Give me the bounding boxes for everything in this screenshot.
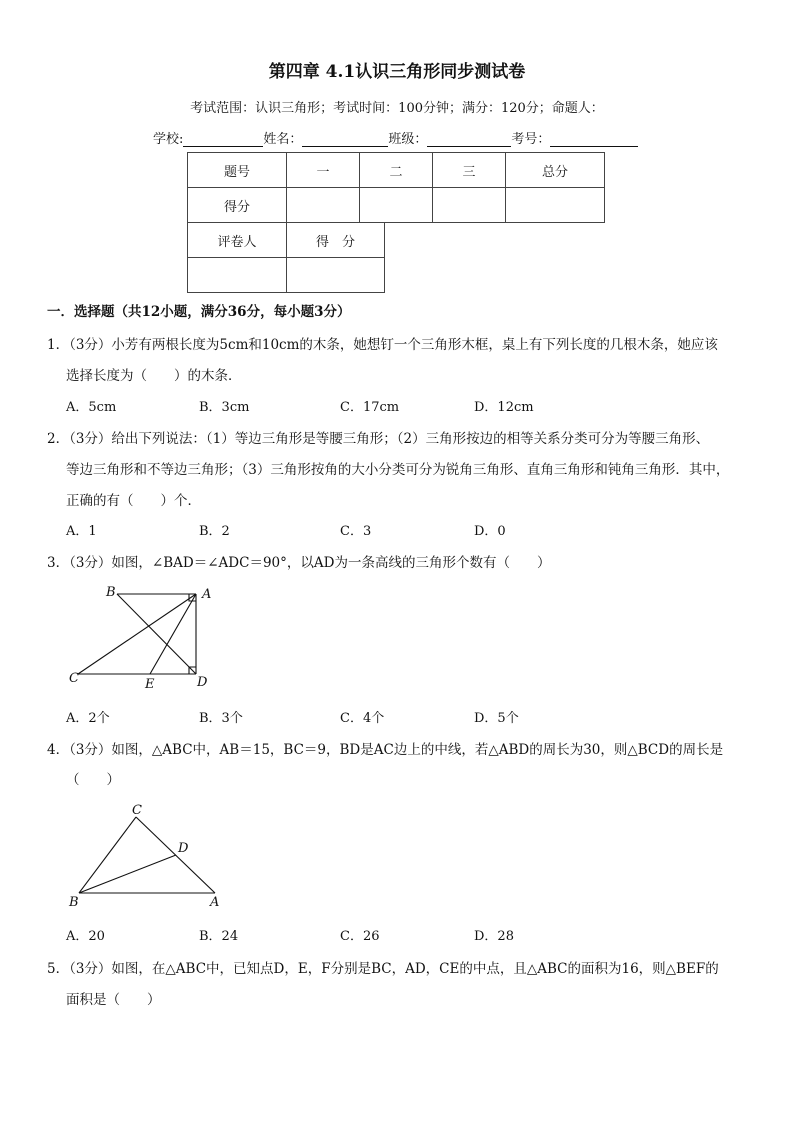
exam-info: 考试范围：认识三角形；考试时间：100分钟；满分：120分；命题人： <box>190 101 604 116</box>
q1-option-c[interactable]: C．17cm <box>340 400 400 415</box>
class-field[interactable] <box>427 132 511 147</box>
score-header-cell: 一 <box>287 153 360 188</box>
section-heading: 一．选择题（共12小题，满分36分，每小题3分） <box>47 304 351 320</box>
score-cell[interactable] <box>433 188 506 223</box>
score-header-cell: 总分 <box>506 153 605 188</box>
score-header-cell: 题号 <box>188 153 287 188</box>
q2-option-d[interactable]: D．0 <box>474 524 506 539</box>
number-label: 考号： <box>511 132 551 147</box>
q4-option-c[interactable]: C．26 <box>340 929 380 944</box>
q3-option-d[interactable]: D．5个 <box>474 711 519 726</box>
segment-ca <box>78 594 196 674</box>
score-row-label: 得分 <box>188 188 287 223</box>
label-e: E <box>145 677 155 692</box>
score-table <box>187 152 605 223</box>
question-3-line-1: 3．（3分）如图，∠BAD＝∠ADC＝90°，以AD为一条高线的三角形个数有（ ） <box>47 555 551 571</box>
q3-option-c[interactable]: C．4个 <box>340 711 385 726</box>
question-5-line-1: 5．（3分）如图，在△ABC中，已知点D，E，F分别是BC，AD，CE的中点，且△ABC的面积为16，则△BEF的 <box>47 961 719 977</box>
score-header-cell: 二 <box>360 153 433 188</box>
label-a: A <box>202 587 212 602</box>
q3-option-b[interactable]: B．3个 <box>199 711 243 726</box>
question-3-figure <box>60 583 220 693</box>
score-cell[interactable] <box>506 188 605 223</box>
q4-option-b[interactable]: B．24 <box>199 929 239 944</box>
name-field[interactable] <box>302 132 388 147</box>
q4-option-d[interactable]: D．28 <box>474 929 514 944</box>
question-4-line-2: （ ） <box>66 772 120 788</box>
number-field[interactable] <box>550 132 638 147</box>
grader-score-label: 得 分 <box>287 223 385 258</box>
question-2-line-2: 等边三角形和不等边三角形；（3）三角形按角的大小分类可分为锐角三角形、直角三角形和钝角三角形．其中， <box>66 462 730 478</box>
class-label: 班级： <box>388 132 428 147</box>
question-1-line-1: 1．（3分）小芳有两根长度为5cm和10cm的木条，她想钉一个三角形木框，桌上有下列长度的几根木条，她应该 <box>47 337 718 353</box>
page-title: 第四章 4.1认识三角形同步测试卷 <box>268 62 526 82</box>
q2-option-c[interactable]: C．3 <box>340 524 372 539</box>
student-info-row <box>153 128 638 147</box>
question-4-figure <box>60 800 230 912</box>
grader-cell[interactable] <box>188 258 287 293</box>
q1-option-b[interactable]: B．3cm <box>199 400 250 415</box>
score-header-cell: 三 <box>433 153 506 188</box>
question-5-line-2: 面积是（ ） <box>66 992 161 1008</box>
score-cell[interactable] <box>287 188 360 223</box>
q1-option-d[interactable]: D．12cm <box>474 400 534 415</box>
name-label: 姓名： <box>263 132 303 147</box>
label-b: B <box>69 895 79 910</box>
question-2-line-3: 正确的有（ ）个． <box>66 493 201 509</box>
question-2-line-1: 2．（3分）给出下列说法：（1）等边三角形是等腰三角形；（2）三角形按边的相等关系分类可分为等腰三角形、 <box>47 431 710 447</box>
q2-option-b[interactable]: B．2 <box>199 524 230 539</box>
school-field[interactable] <box>183 132 263 147</box>
school-label: 学校: <box>153 132 184 147</box>
q1-option-a[interactable]: A．5cm <box>66 400 117 415</box>
question-4-line-1: 4．（3分）如图，△ABC中，AB＝15，BC＝9，BD是AC边上的中线，若△ABD的周长为30，则△BCD的周长是 <box>47 742 724 758</box>
q4-option-a[interactable]: A．20 <box>66 929 105 944</box>
grader-table <box>187 222 385 293</box>
label-b: B <box>106 585 116 600</box>
label-d: D <box>178 841 189 856</box>
grader-label: 评卷人 <box>188 223 287 258</box>
grader-score-cell[interactable] <box>287 258 385 293</box>
label-c: C <box>132 803 142 818</box>
q3-option-a[interactable]: A．2个 <box>66 711 110 726</box>
label-d: D <box>197 675 208 690</box>
score-cell[interactable] <box>360 188 433 223</box>
label-c: C <box>69 671 79 686</box>
label-a: A <box>210 895 220 910</box>
question-1-line-2: 选择长度为（ ）的木条． <box>66 368 242 384</box>
q2-option-a[interactable]: A．1 <box>66 524 97 539</box>
